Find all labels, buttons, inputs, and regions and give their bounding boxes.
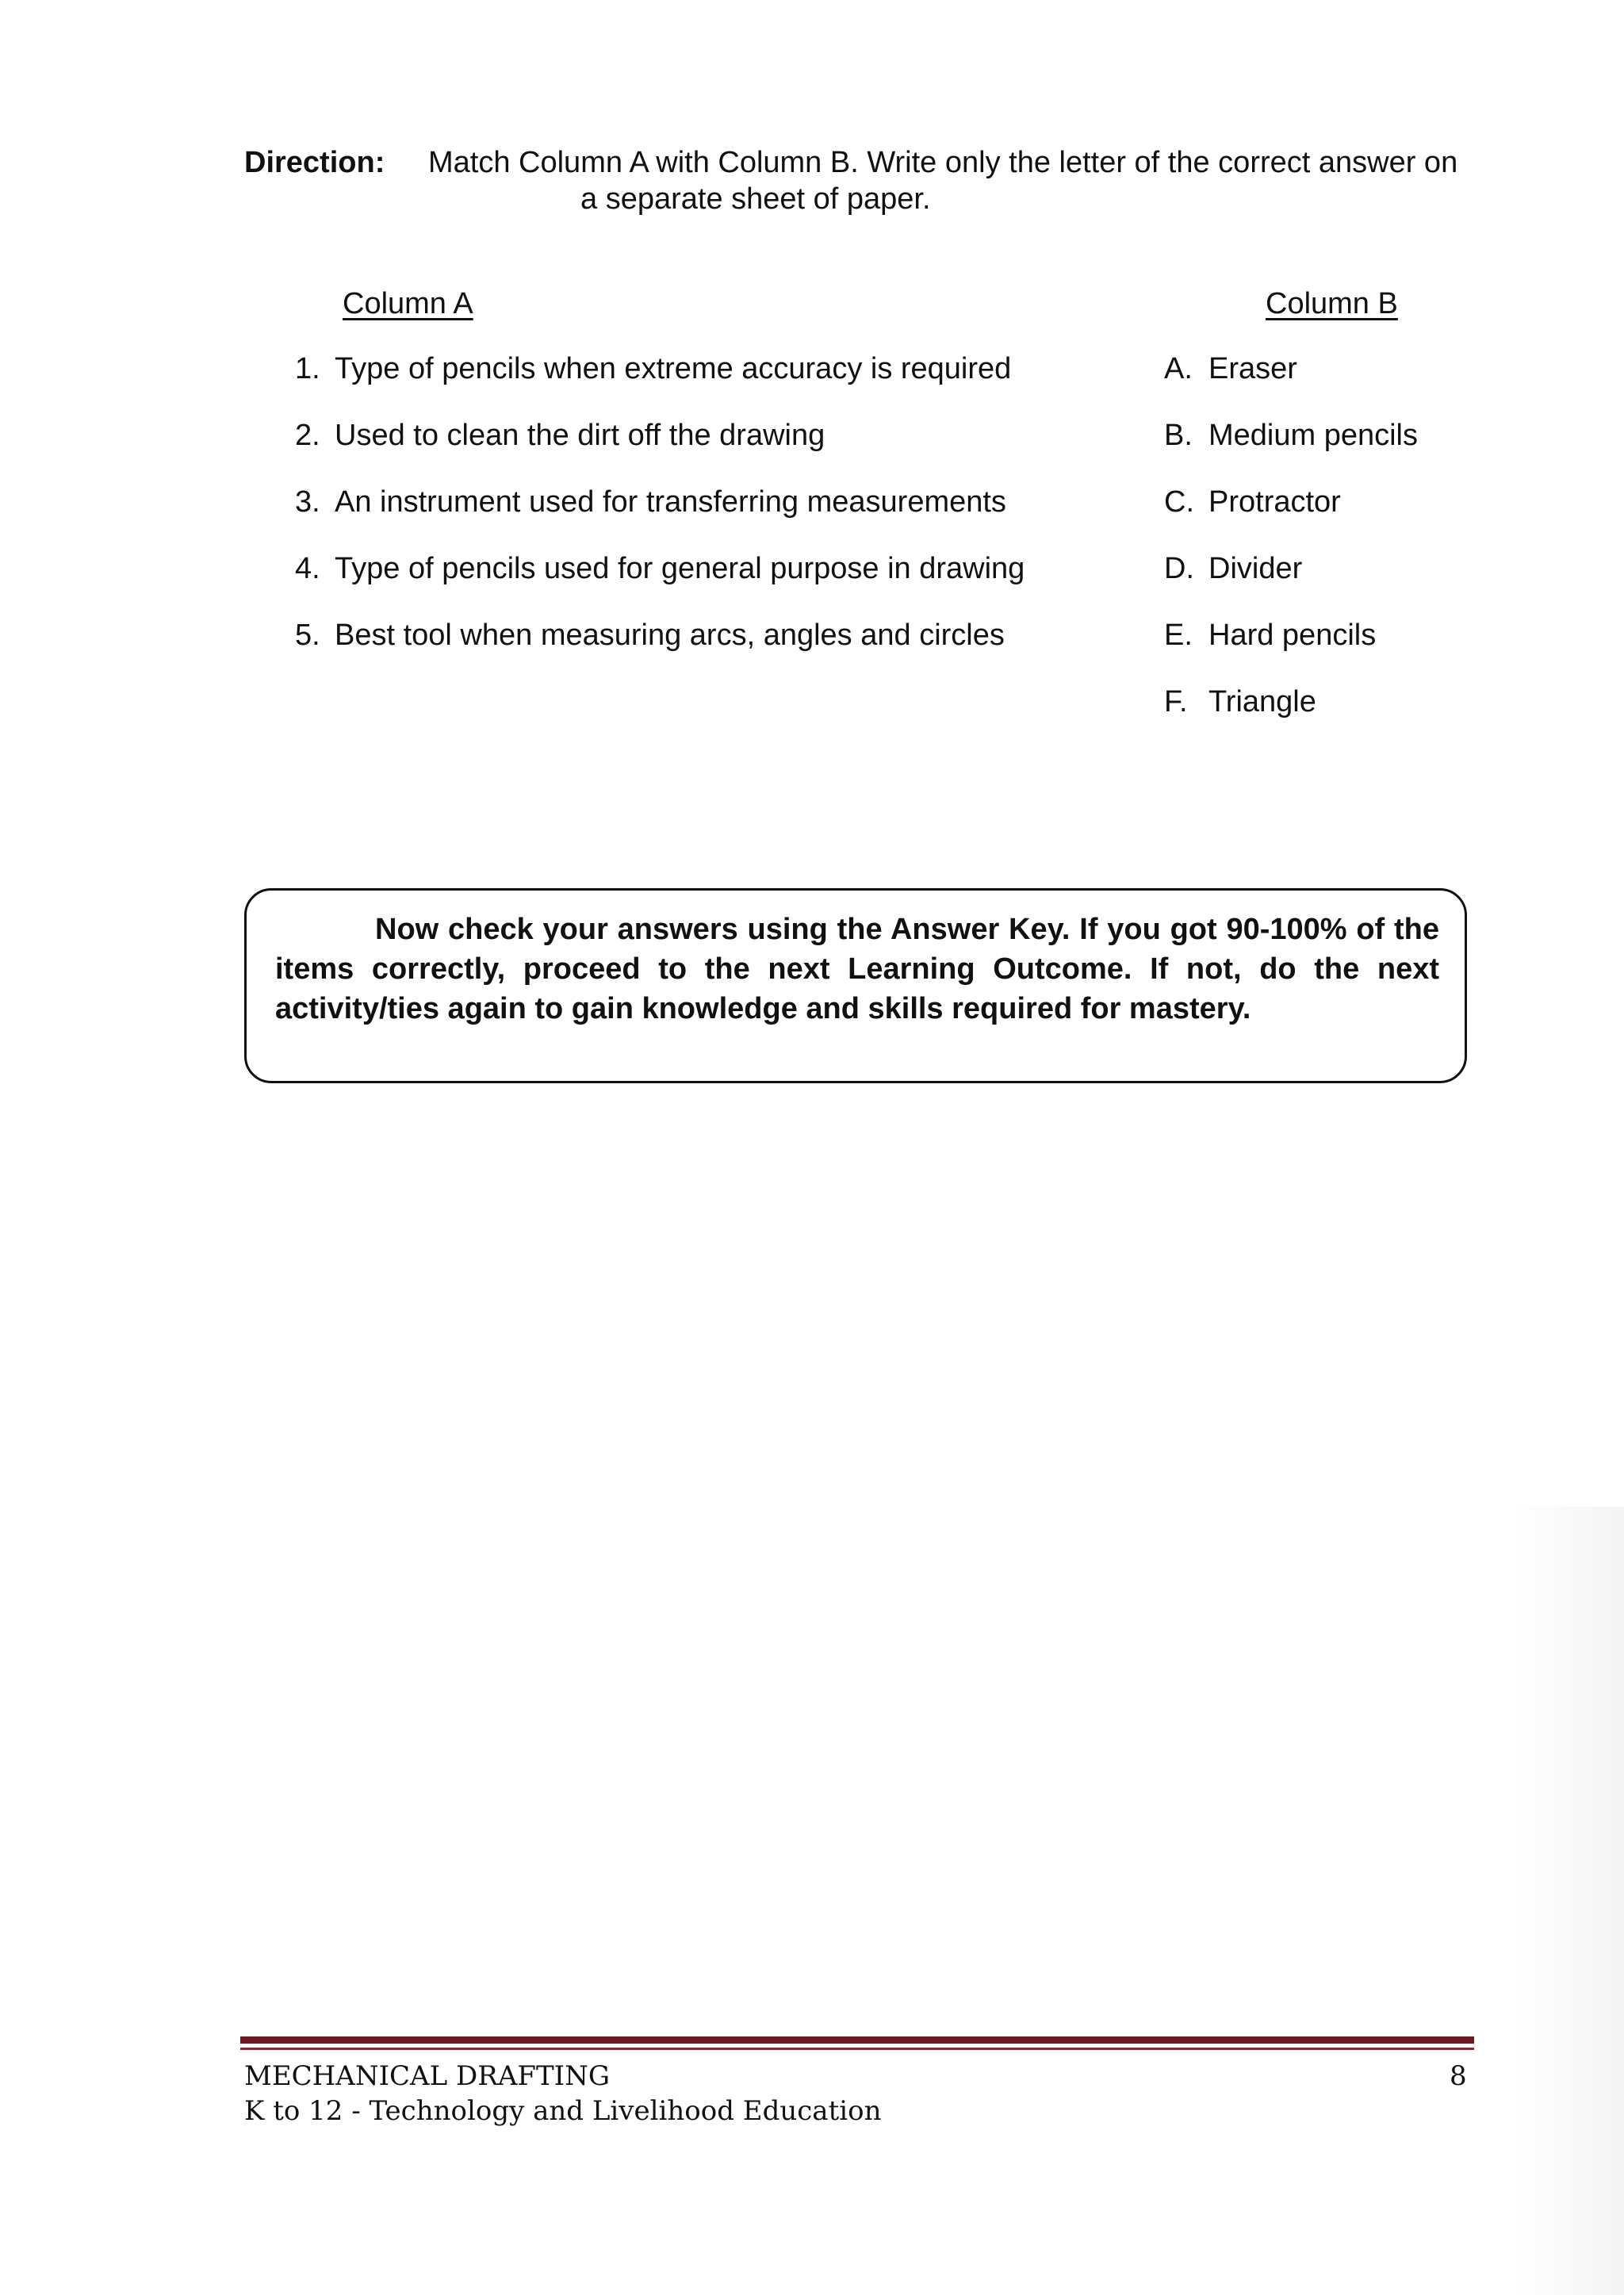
footer-rule-thin bbox=[240, 2048, 1474, 2050]
item-letter: D. bbox=[1164, 552, 1194, 585]
page-number: 8 bbox=[1450, 2060, 1467, 2092]
answer-key-notice-text: Now check your answers using the Answer Key. If you got 90-100% of the items correctly, proceed to the next Learning Outcome. If not, do the next activity/ties again to gain knowledge and skills required for mastery. bbox=[275, 913, 1439, 1025]
item-number: 3. bbox=[295, 485, 320, 519]
column-a-item bbox=[295, 351, 1011, 387]
item-text: Hard pencils bbox=[1208, 619, 1377, 652]
item-text: Divider bbox=[1208, 552, 1303, 585]
footer-title: MECHANICAL DRAFTING bbox=[244, 2060, 611, 2092]
item-number: 4. bbox=[295, 552, 320, 585]
item-letter: F. bbox=[1164, 685, 1188, 718]
item-text: Best tool when measuring arcs, angles and circles bbox=[335, 619, 1005, 652]
item-letter: E. bbox=[1164, 619, 1193, 652]
footer-rule bbox=[240, 2036, 1474, 2044]
direction-text-line2: a separate sheet of paper. bbox=[580, 182, 931, 216]
column-a-item bbox=[295, 617, 1005, 653]
item-text: Protractor bbox=[1208, 485, 1341, 519]
item-letter: B. bbox=[1164, 419, 1193, 452]
column-b-item bbox=[1164, 617, 1376, 653]
item-text: Type of pencils used for general purpose in drawing bbox=[335, 552, 1025, 585]
item-text: Medium pencils bbox=[1208, 419, 1418, 452]
column-a-item bbox=[295, 550, 1025, 587]
column-a-item bbox=[295, 417, 825, 454]
column-b-item bbox=[1164, 550, 1302, 587]
item-letter: C. bbox=[1164, 485, 1194, 519]
column-b-item bbox=[1164, 417, 1418, 454]
column-b-item bbox=[1164, 484, 1341, 520]
item-text: An instrument used for transferring measurements bbox=[335, 485, 1006, 519]
page-edge-shadow bbox=[1513, 1507, 1624, 2295]
item-letter: A. bbox=[1164, 352, 1193, 385]
footer-subtitle: K to 12 - Technology and Livelihood Education bbox=[244, 2095, 882, 2127]
item-text: Used to clean the dirt off the drawing bbox=[335, 419, 825, 452]
answer-key-notice-box bbox=[244, 888, 1467, 1083]
item-text: Triangle bbox=[1208, 685, 1316, 718]
column-b-item bbox=[1164, 351, 1297, 387]
column-a-header: Column A bbox=[343, 287, 473, 320]
direction-label: Direction: bbox=[244, 146, 385, 179]
column-b-header: Column B bbox=[1266, 287, 1398, 320]
item-text: Eraser bbox=[1208, 352, 1297, 385]
item-number: 1. bbox=[295, 352, 320, 385]
item-number: 5. bbox=[295, 619, 320, 652]
column-b-item bbox=[1164, 684, 1316, 720]
column-a-item bbox=[295, 484, 1006, 520]
item-text: Type of pencils when extreme accuracy is required bbox=[335, 352, 1012, 385]
item-number: 2. bbox=[295, 419, 320, 452]
direction-text-line1: Match Column A with Column B. Write only the letter of the correct answer on bbox=[428, 146, 1458, 179]
